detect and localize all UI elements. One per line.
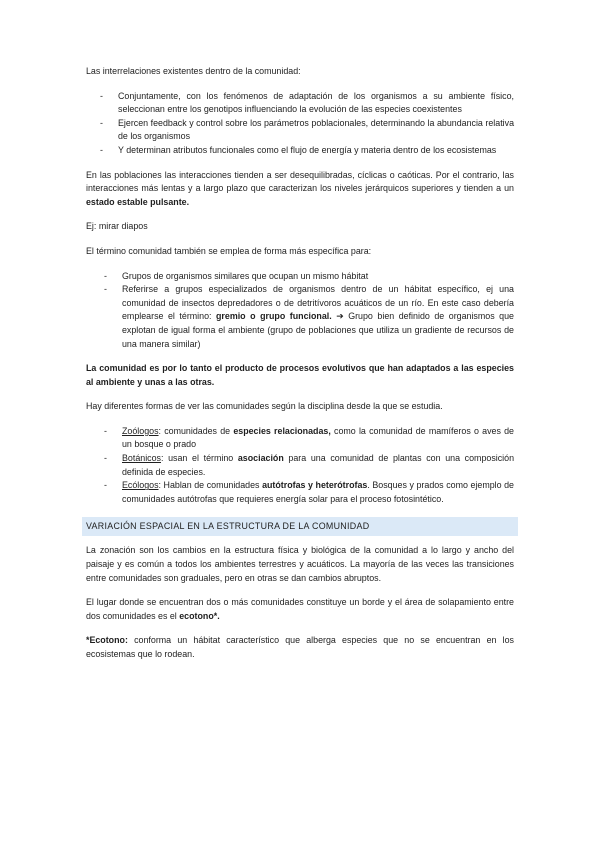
interrelations-list xyxy=(86,90,514,158)
list-item: - Y determinan atributos funcionales como el flujo de energía y materia dentro de los ecosistemas xyxy=(86,144,514,158)
disciplines-list xyxy=(86,425,514,507)
bullet-dash: - xyxy=(104,425,107,436)
list-item: - Ecólogos: Hablan de comunidades autótrofas y heterótrofas. Bosques y prados como ejemplo de comunidades autótrofas que requieres energía solar para el proceso fotosintético. xyxy=(104,480,514,504)
bold-conclusion: La comunidad es por lo tanto el producto de procesos evolutivos que han adaptados a las especies al ambiente y unas a las otras. xyxy=(86,363,514,387)
list-item: - Conjuntamente, con los fenómenos de adaptación de los organismos a su ambiente físico, seleccionan entre los genotipos influenciando la evolución de las especies coexistentes xyxy=(100,90,514,115)
intro-paragraph: Las interrelaciones existentes dentro de la comunidad: xyxy=(86,66,301,76)
list-item: - Referirse a grupos especializados de organismos dentro de un hábitat específico, ej una comunidad de insectos depredadores o de detritívoros acuáticos de un río. En este caso debería emplearse el término: gremio o grupo funcional. ➔ Grupo bien definido de organismos que explotan de igual forma el ambiente (grupo de poblaciones que utiliza un gradiente de recursos de una manera similar) xyxy=(104,284,514,349)
bullet-dash: - xyxy=(104,453,107,464)
populations-paragraph: En las poblaciones las interacciones tienden a ser desequilibradas, cíclicas o caóticas. Por el contrario, las interacciones más lentas y a largo plazo que caracterizan los niveles jerárquicos superiores y tienden a un estado estable pulsante. xyxy=(86,169,514,207)
community-uses-list xyxy=(86,270,514,352)
bullet-dash: - xyxy=(100,90,103,101)
bullet-dash: - xyxy=(104,480,107,491)
bullet-dash: - xyxy=(100,117,103,128)
disciplines-paragraph: Hay diferentes formas de ver las comunidades según la disciplina desde la que se estudia. xyxy=(86,401,443,412)
arrow-icon: ➔ xyxy=(331,311,349,322)
ecotone-definition: *Ecotono: conforma un hábitat característico que alberga especies que no se encuentran en los ecosistemas que lo rodean. xyxy=(86,635,514,659)
list-item: - Botánicos: usan el término asociación para una comunidad de plantas con una composición definida de especies. xyxy=(104,453,515,477)
document-body xyxy=(86,65,514,673)
term-paragraph: El término comunidad también se emplea de forma más específica para: xyxy=(86,245,372,256)
list-item: - Ejercen feedback y control sobre los parámetros poblacionales, determinando la abundancia relativa de los organismos xyxy=(100,117,514,142)
bullet-dash: - xyxy=(104,270,107,281)
section-heading: VARIACIÓN ESPACIAL EN LA ESTRUCTURA DE LA COMUNIDAD xyxy=(82,517,518,536)
zonation-paragraph: La zonación son los cambios en la estructura física y biológica de la comunidad a lo largo y ancho del paisaje y es común a todos los ambientes terrestres y acuáticos. La mayoría de las veces las transiciones entre comunidades son graduales, pero en otras se dan cambios abruptos. xyxy=(86,545,514,583)
example-note: Ej: mirar diapos xyxy=(86,221,148,232)
ecotone-paragraph: El lugar donde se encuentran dos o más comunidades constituye un borde y el área de solapamiento entre dos comunidades es el ecotono*. xyxy=(86,597,514,621)
bullet-dash: - xyxy=(100,144,103,155)
bullet-dash: - xyxy=(104,284,107,295)
list-item: - Grupos de organismos similares que ocupan un mismo hábitat xyxy=(86,270,514,284)
list-item: - Zoólogos: comunidades de especies relacionadas, como la comunidad de mamíferos o aves de un bosque o prado xyxy=(104,425,514,450)
